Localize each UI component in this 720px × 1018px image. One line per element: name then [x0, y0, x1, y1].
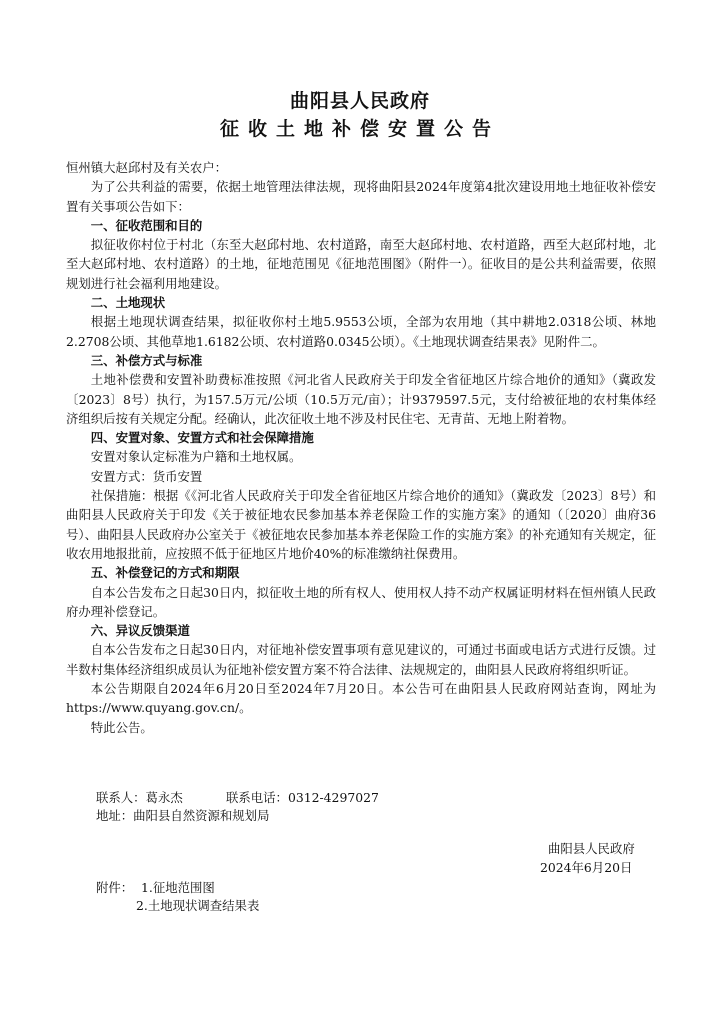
section-paragraph: 本公告期限自2024年6月20日至2024年7月20日。本公告可在曲阳县人民政府网站查询，网址为https://www.quyang.gov.cn/。 [66, 681, 656, 716]
section-heading-5: 五、补偿登记的方式和期限 [90, 565, 240, 581]
section-paragraph: 自本公告发布之日起30日内，对征地补偿安置事项有意见建议的，可通过书面或电话方式进行反馈。过半数村集体经济组织成员认为征地补偿安置方案不符合法律、法规规定的，曲阳县人民政府将组织听证。 [66, 642, 656, 677]
contact-phone: 联系电话：0312-4297027 [226, 790, 379, 805]
contact-address: 地址：曲阳县自然资源和规划局 [96, 808, 270, 823]
attachment-item-2: 2.土地现状调查结果表 [136, 898, 260, 913]
addressee: 恒州镇大赵邱村及有关农户： [66, 160, 228, 175]
section-paragraph: 土地补偿费和安置补助费标准按照《河北省人民政府关于印发全省征地区片综合地价的通知》（冀政发〔2023〕8号）执行，为157.5万元/公顷（10.5万元/亩）；计9379597.5元，支付给被征地的农村集体经济组织后按有关规定分配。经确认，此次征收土地不涉及村民住宅、无青苗、无地上附着物。 [66, 372, 656, 426]
section-paragraph: 安置对象认定标准为户籍和土地权属。 [90, 449, 302, 465]
closing-phrase: 特此公告。 [90, 719, 153, 735]
section-heading-6: 六、异议反馈渠道 [90, 623, 190, 639]
section-paragraph: 社保措施：根据《《河北省人民政府关于印发全省征地区片综合地价的通知》（冀政发〔2023〕8号）和曲阳县人民政府关于印发《关于被征地农民参加基本养老保险工作的实施方案》的通知（〔2020〕曲府36号）、曲阳县人民政府办公室关于《被征地农民参加基本养老保险工作的实施方案》的补充通知有关规定，征收农用地报批前，应按照不低于征地区片地价40%的标准缴纳社保费用。 [66, 488, 656, 561]
signature-date: 2024年6月20日 [540, 860, 633, 875]
section-heading-3: 三、补偿方式与标准 [90, 352, 203, 368]
signature-org: 曲阳县人民政府 [548, 841, 635, 856]
section-paragraph: 根据土地现状调查结果，拟征收你村土地5.9553公顷，全部为农用地（其中耕地2.0318公顷、林地2.2708公顷、其他草地1.6182公顷、农村道路0.0345公顷）。《土地现状调查结果表》见附件二。 [66, 314, 656, 349]
intro-paragraph: 为了公共利益的需要，依据土地管理法律法规，现将曲阳县2024年度第4批次建设用地土地征收补偿安置有关事项公告如下： [66, 179, 656, 214]
document-subtitle: 征收土地补偿安置公告 [219, 118, 500, 140]
section-paragraph: 拟征收你村位于村北（东至大赵邱村地、农村道路，南至大赵邱村地、农村道路，西至大赵邱村地，北至大赵邱村地、农村道路）的土地，征地范围见《征地范围图》（附件一）。征收目的是公共利益需要，依照规划进行社会福利用地建设。 [66, 237, 656, 291]
contact-person: 联系人：葛永杰 [96, 790, 183, 805]
section-heading-4: 四、安置对象、安置方式和社会保障措施 [90, 430, 314, 446]
document-title: 曲阳县人民政府 [289, 90, 430, 112]
section-paragraph: 自本公告发布之日起30日内，拟征收土地的所有权人、使用权人持不动产权属证明材料在恒州镇人民政府办理补偿登记。 [66, 584, 656, 619]
document-body [66, 158, 656, 737]
attachment-item-1: 1.征地范围图 [141, 880, 215, 895]
section-heading-2: 二、土地现状 [90, 295, 166, 311]
section-paragraph: 安置方式：货币安置 [90, 468, 203, 484]
attachments-label: 附件： [96, 880, 134, 895]
section-heading-1: 一、征收范围和目的 [90, 217, 203, 233]
